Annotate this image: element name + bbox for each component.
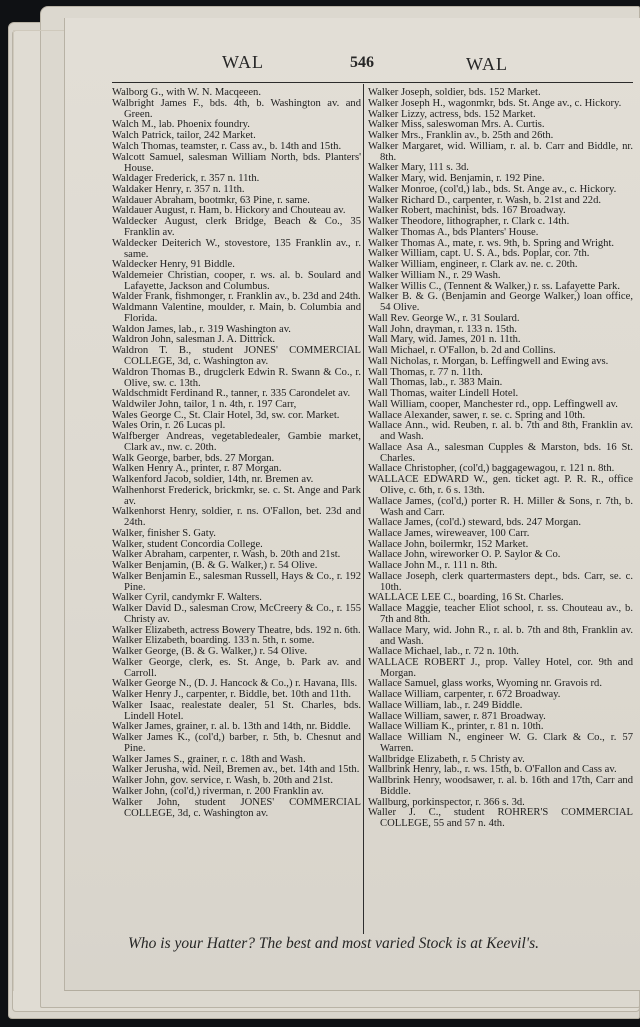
directory-entry: Wall William, cooper, Manchester rd., opp. Leffingwell av. xyxy=(368,398,618,410)
directory-entry: Walker Jerusha, wid. Neil, Bremen av., bet. 14th and 15th. xyxy=(112,764,360,776)
directory-entry: Walch Thomas, teamster, r. Cass av., b. 14th and 15th. xyxy=(112,140,342,152)
directory-entry: Waldron John, salesman J. A. Dittrick. xyxy=(112,334,276,346)
directory-entry: Wallace James, wireweaver, 100 Carr. xyxy=(368,527,530,539)
left-guide-word: WAL xyxy=(222,52,264,72)
directory-entry: Wall John, drayman, r. 133 n. 15th. xyxy=(368,323,517,335)
directory-entry: Walker George N., (D. J. Hancock & Co.,) r. Havana, Ills. xyxy=(112,678,358,690)
footer-advertisement: Who is your Hatter? The best and most varied Stock is at Keevil's. xyxy=(128,935,539,952)
directory-entry: Walfberger Andreas, vegetabledealer, Gambie market, Clark av., nw. c. 20th. xyxy=(112,430,361,454)
directory-entry: Walker William, engineer, r. Clark av. ne. c. 20th. xyxy=(368,258,578,271)
directory-entry: Walker Theodore, lithographer, r. Clark c. 14th. xyxy=(368,215,570,228)
directory-entry: Walker Miss, saleswoman Mrs. A. Curtis. xyxy=(368,119,545,131)
directory-entry: Walker Robert, machinist, bds. 167 Broadway. xyxy=(368,205,566,217)
directory-entry: Walbright James F., bds. 4th, b. Washington av. and Green. xyxy=(112,97,361,120)
directory-entry: Walker James S., grainer, r. c. 18th and Wash. xyxy=(112,753,306,765)
directory-entry: Walker, finisher S. Gaty. xyxy=(112,527,216,539)
page-number: 546 xyxy=(350,54,374,71)
directory-entry: Wallace Maggie, teacher Eliot school, r. ss. Chouteau av., b. 7th and 8th. xyxy=(368,602,633,626)
directory-entry: Wall Nicholas, r. Morgan, b. Leffingwell and Ewing avs. xyxy=(368,355,609,367)
directory-entry: Wallbridge Elizabeth, r. 5 Christy av. xyxy=(368,753,525,765)
directory-entry: WALLACE ROBERT J., prop. Valley Hotel, cor. 9th and Morgan. xyxy=(368,656,633,679)
directory-entry: Wallace William, carpenter, r. 672 Broadway. xyxy=(368,688,561,701)
directory-entry: Walker John, (col'd,) riverman, r. 200 Franklin av. xyxy=(112,785,324,797)
directory-entry: Waller J. C., student ROHRER'S COMMERCIAL COLLEGE, 55 and 57 n. 4th. xyxy=(368,806,633,830)
directory-entry: Walker Margaret, wid. William, r. al. b. Carr and Biddle, nr. 8th. xyxy=(368,140,633,163)
right-guide-word: WAL xyxy=(466,54,508,74)
directory-entry: Wallace Samuel, glass works, Wyoming nr. Gravois rd. xyxy=(368,678,602,690)
directory-entry: Waldecker August, clerk Bridge, Beach & Co., 35 Franklin av. xyxy=(112,215,361,239)
directory-entry: Walker Abraham, carpenter, r. Wash, b. 20th and 21st. xyxy=(112,549,341,561)
directory-entry: Walcott Samuel, salesman William North, bds. Planters' House. xyxy=(112,151,361,174)
directory-entry: Wallace Michael, lab., r. 72 n. 10th. xyxy=(368,645,519,658)
directory-entry: Wall Rev. George W., r. 31 Soulard. xyxy=(368,312,520,324)
directory-entry: WALLACE EDWARD W., gen. ticket agt. P. R. R., office Olive, c. 6th, r. 6 s. 13th. xyxy=(368,473,633,497)
directory-entry: Waldron T. B., student JONES' COMMERCIAL COLLEGE, 3d, c. Washington av. xyxy=(112,344,361,368)
directory-entry: Walker Elizabeth, boarding. 133 n. 5th, r. some. xyxy=(112,635,315,647)
directory-entry: Walker Benjamin E., salesman Russell, Hays & Co., r. 192 Pine. xyxy=(112,570,361,593)
left-column xyxy=(112,88,361,819)
directory-entry: Walker Joseph H., wagonmkr, bds. St. Ange av., c. Hickory. xyxy=(368,97,622,109)
directory-entry: Walker Thomas A., mate, r. ws. 9th, b. Spring and Wright. xyxy=(368,237,615,249)
directory-entry: Walker Isaac, realestate dealer, 51 St. Charles, bds. Lindell Hotel. xyxy=(112,699,361,722)
directory-entry: Wallace Ann., wid. Reuben, r. al. b. 7th and 8th, Franklin av. and Wash. xyxy=(368,419,633,443)
directory-entry: Wall Thomas, lab., r. 383 Main. xyxy=(368,377,503,389)
directory-entry: Walker Joseph, soldier, bds. 152 Market. xyxy=(368,86,541,99)
directory-entry: Waldaker Henry, r. 357 n. 11th. xyxy=(112,183,245,195)
directory-entry: Walker Thomas A., bds Planters' House. xyxy=(368,226,539,238)
directory-entry: Wallace James, (col'd.) steward, bds. 247 Morgan. xyxy=(368,516,581,529)
directory-entry: Walker B. & G. (Benjamin and George Walker,) loan office, 54 Olive. xyxy=(368,290,633,314)
directory-entry: Wallace John, wireworker O. P. Saylor & Co. xyxy=(368,549,561,561)
directory-entry: Walken Henry A., printer, r. 87 Morgan. xyxy=(112,463,282,475)
directory-entry: Waldschmidt Ferdinand R., tanner, r. 335 Carondelet av. xyxy=(112,387,351,400)
directory-entry: Wallburg, porkinspector, r. 366 s. 3d. xyxy=(368,796,525,808)
directory-entry: Wallbrink Henry, woodsawer, r. al. b. 16th and 17th, Carr and Biddle. xyxy=(368,774,633,798)
directory-entry: WALLACE LEE C., boarding, 16 St. Charles. xyxy=(368,592,564,604)
directory-entry: Walker Mary, wid. Benjamin, r. 192 Pine. xyxy=(368,172,545,185)
directory-entry: Walker Monroe, (col'd,) lab., bds. St. Ange av., c. Hickory. xyxy=(368,183,617,195)
directory-entry: Walker Mary, 111 s. 3d. xyxy=(368,162,469,174)
directory-entry: Walkenhorst Henry, soldier, r. ns. O'Fallon, bet. 23d and 24th. xyxy=(112,505,361,529)
directory-entry: Walkenford Jacob, soldier, 14th, nr. Bremen av. xyxy=(112,473,314,486)
directory-entry: Wallace John, boilermkr, 152 Market. xyxy=(368,538,529,550)
directory-entry: Wallace Alexander, sawer, r. se. c. Spring and 10th. xyxy=(368,409,586,421)
directory-entry: Walker George, (B. & G. Walker,) r. 54 Olive. xyxy=(112,645,308,658)
column-divider xyxy=(363,84,364,934)
directory-entry: Wall Thomas, waiter Lindell Hotel. xyxy=(368,387,519,400)
directory-entry: Walker Henry J., carpenter, r. Biddle, bet. 10th and 11th. xyxy=(112,688,351,701)
directory-entry: Wallace Joseph, clerk quartermasters dept., bds. Carr, se. c. 10th. xyxy=(368,570,633,593)
directory-entry: Walker Richard D., carpenter, r. Wash, b. 21st and 22d. xyxy=(368,194,602,206)
directory-entry: Wallace Christopher, (col'd,) baggagewagou, r. 121 n. 8th. xyxy=(368,463,615,475)
directory-entry: Walker William, capt. U. S. A., bds. Poplar, cor. 7th. xyxy=(368,248,590,260)
directory-entry: Walker William N., r. 29 Wash. xyxy=(368,269,501,281)
page-header xyxy=(112,52,633,78)
directory-entry: Waldager Frederick, r. 357 n. 11th. xyxy=(112,172,260,185)
directory-entry: Walker David D., salesman Crow, McCreery & Co., r. 155 Christy av. xyxy=(112,602,361,626)
directory-entry: Waldmann Valentine, moulder, r. Main, b. Columbia and Florida. xyxy=(112,301,361,325)
right-column xyxy=(368,88,633,830)
directory-entry: Walhenhorst Frederick, brickmkr, se. c. St. Ange and Park av. xyxy=(112,484,361,507)
directory-entry: Waldauer Abraham, bootmkr, 63 Pine, r. same. xyxy=(112,194,310,206)
directory-entry: Walch M., lab. Phoenix foundry. xyxy=(112,119,250,131)
directory-entry: Wallace William, lab., r. 249 Biddle. xyxy=(368,699,523,711)
directory-entry: Wallace John M., r. 111 n. 8th. xyxy=(368,559,498,572)
header-rule xyxy=(112,82,633,83)
directory-entry: Walker James, grainer, r. al. b. 13th and 14th, nr. Biddle. xyxy=(112,721,351,733)
directory-entry: Waldron Thomas B., drugclerk Edwin R. Swann & Co., r. Olive, sw. c. 13th. xyxy=(112,366,361,389)
directory-entry: Walker James K., (col'd,) barber, r. 5th, b. Chesnut and Pine. xyxy=(112,731,361,755)
directory-entry: Wallace James, (col'd,) porter R. H. Miller & Sons, r. 7th, b. Wash and Carr. xyxy=(368,495,633,518)
directory-entry: Waldecker Deiterich W., stovestore, 135 Franklin av., r. same. xyxy=(112,237,361,260)
directory-entry: Wales George C., St. Clair Hotel, 3d, sw. cor. Market. xyxy=(112,409,340,421)
directory-entry: Wall Mary, wid. James, 201 n. 11th. xyxy=(368,334,521,346)
directory-entry: Walker John, student JONES' COMMERCIAL COLLEGE, 3d, c. Washington av. xyxy=(112,796,361,819)
directory-entry: Walker Benjamin, (B. & G. Walker,) r. 54 Olive. xyxy=(112,559,318,572)
directory-entry: Wallace William, sawer, r. 871 Broadway. xyxy=(368,710,546,722)
directory-entry: Wallace William K., printer, r. 81 n. 10th. xyxy=(368,721,544,733)
directory-entry: Waldauer August, r. Ham, b. Hickory and Chouteau av. xyxy=(112,205,346,217)
directory-entry: Walborg G., with W. N. Macqeeen. xyxy=(112,86,261,99)
directory-entry: Wall Thomas, r. 77 n. 11th. xyxy=(368,366,483,378)
directory-entry: Walker Cyril, candymkr F. Walters. xyxy=(112,592,262,604)
directory-entry: Walker Willis C., (Tennent & Walker,) r. ss. Lafayette Park. xyxy=(368,280,620,292)
directory-entry: Walder Frank, fishmonger, r. Franklin av., b. 23d and 24th. xyxy=(112,291,361,303)
directory-entry: Walker Elizabeth, actress Bowery Theatre, bds. 192 n. 6th. xyxy=(112,624,361,636)
directory-entry: Wales Orin, r. 26 Lucas pl. xyxy=(112,420,226,432)
directory-entry: Walker George, clerk, es. St. Ange, b. Park av. and Carroll. xyxy=(112,656,361,679)
directory-entry: Wallace Mary, wid. John R., r. al. b. 7th and 8th, Franklin av. and Wash. xyxy=(368,624,633,647)
directory-entry: Wall Michael, r. O'Fallon, b. 2d and Collins. xyxy=(368,344,556,357)
directory-entry: Walker Lizzy, actress, bds. 152 Market. xyxy=(368,108,536,120)
directory-entry: Wallace William N., engineer W. G. Clark & Co., r. 57 Warren. xyxy=(368,731,633,755)
directory-entry: Wallbrink Henry, lab., r. ws. 15th, b. O'Fallon and Cass av. xyxy=(368,764,617,776)
directory-entry: Walk George, barber, bds. 27 Morgan. xyxy=(112,452,275,464)
directory-entry: Walker John, gov. service, r. Wash, b. 20th and 21st. xyxy=(112,774,334,787)
directory-entry: Walker Mrs., Franklin av., b. 25th and 26th. xyxy=(368,129,554,142)
directory-entry: Walch Patrick, tailor, 242 Market. xyxy=(112,129,256,142)
directory-entry: Walker, student Concordia College. xyxy=(112,538,263,550)
directory-entry: Waldemeier Christian, cooper, r. ws. al. b. Soulard and Lafayette, Jackson and Columbus. xyxy=(112,269,361,292)
directory-entry: Waldon James, lab., r. 319 Washington av. xyxy=(112,323,291,335)
directory-entry: Waldecker Henry, 91 Biddle. xyxy=(112,258,235,271)
directory-entry: Wallace Asa A., salesman Cupples & Marston, bds. 16 St. Charles. xyxy=(368,441,633,464)
directory-entry: Waldwiler John, tailor, 1 n. 4th, r. 197 Carr, xyxy=(112,398,297,410)
